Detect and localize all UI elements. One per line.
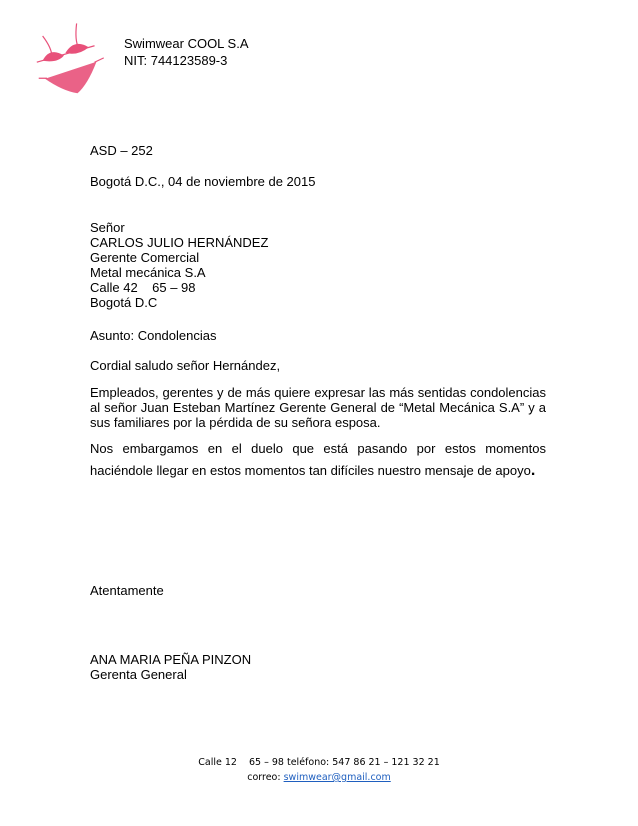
- recipient-name: CARLOS JULIO HERNÁNDEZ: [90, 235, 269, 250]
- greeting: Cordial saludo señor Hernández,: [90, 358, 281, 373]
- closing: Atentamente: [90, 583, 164, 598]
- recipient-block: [90, 220, 546, 310]
- recipient-address: Calle 42 65 – 98: [90, 280, 196, 295]
- company-nit: NIT: 744123589-3: [124, 53, 228, 68]
- recipient-company: Metal mecánica S.A: [90, 265, 206, 280]
- paragraph-support: [90, 438, 546, 482]
- paragraph-support-period: .: [530, 462, 536, 479]
- date-line: Bogotá D.C., 04 de noviembre de 2015: [90, 174, 316, 189]
- letterhead: [124, 35, 249, 69]
- recipient-title: Gerente Comercial: [90, 250, 200, 265]
- footer-email-label: correo:: [247, 772, 284, 783]
- bikini-logo-icon: [34, 22, 124, 102]
- company-name: Swimwear COOL S.A: [124, 36, 249, 51]
- paragraph-support-text: Nos embargamos en el duelo que está pasando por estos momentos haciéndole llegar en estos momentos tan difíciles nuestro mensaje de apoyo: [90, 441, 546, 478]
- page-footer: [0, 755, 638, 785]
- footer-email-link[interactable]: swimwear@gmail.com: [283, 772, 391, 783]
- company-logo: [34, 22, 124, 102]
- paragraph-condolences: Empleados, gerentes y de más quiere expresar las más sentidas condolencias al señor Juan Esteban Martínez Gerente General de “Metal Mecánica S.A” y a sus familiares por la pérdida de su señora esposa.: [90, 385, 546, 430]
- signature-block: [90, 652, 546, 682]
- subject-line: Asunto: Condolencias: [90, 328, 217, 343]
- signer-title: Gerenta General: [90, 667, 187, 682]
- footer-address: Calle 12 65 – 98 teléfono: 547 86 21 – 121 32 21: [198, 757, 440, 768]
- reference-number: ASD – 252: [90, 143, 153, 158]
- recipient-salutation: Señor: [90, 220, 125, 235]
- signer-name: ANA MARIA PEÑA PINZON: [90, 652, 252, 667]
- footer-email-line: [0, 770, 638, 785]
- recipient-city: Bogotá D.C: [90, 295, 158, 310]
